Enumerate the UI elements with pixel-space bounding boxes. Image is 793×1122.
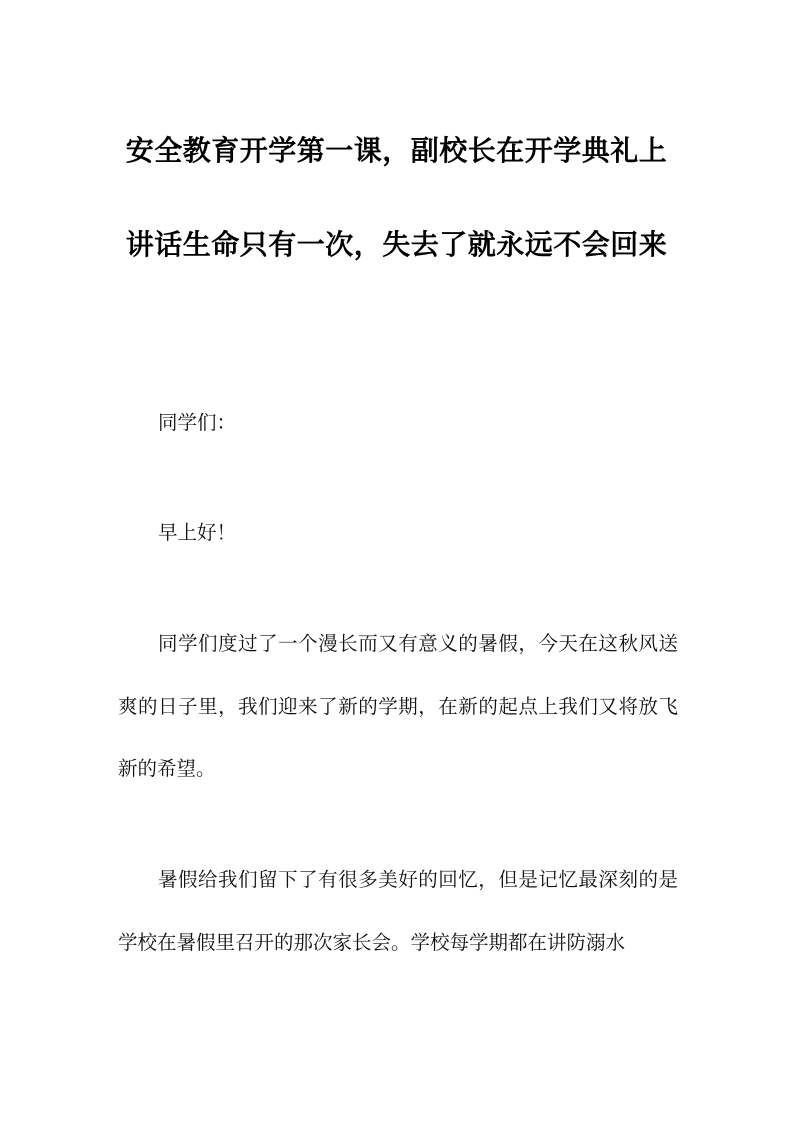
greeting-paragraph: 早上好！ [158,521,237,544]
greeting-block [118,502,678,565]
body-paragraph-2: 暑假给我们留下了有很多美好的回忆，但是记忆最深刻的是学校在暑假里召开的那次家长会。学校每学期都在讲防溺水 [118,868,678,954]
document-title-line-2: 讲话生命只有一次，失去了就永远不会回来 [125,228,668,261]
document-title-line-1: 安全教育开学第一课，副校长在开学典礼上 [125,134,668,167]
salutation-paragraph: 同学们： [158,411,237,434]
salutation-block [118,392,678,455]
body-paragraph-1-block [118,613,678,801]
body-paragraph-2-block [118,849,678,974]
body-paragraph-1: 同学们度过了一个漫长而又有意义的暑假，今天在这秋风送爽的日子里，我们迎来了新的学期，在新的起点上我们又将放飞新的希望。 [118,632,678,780]
